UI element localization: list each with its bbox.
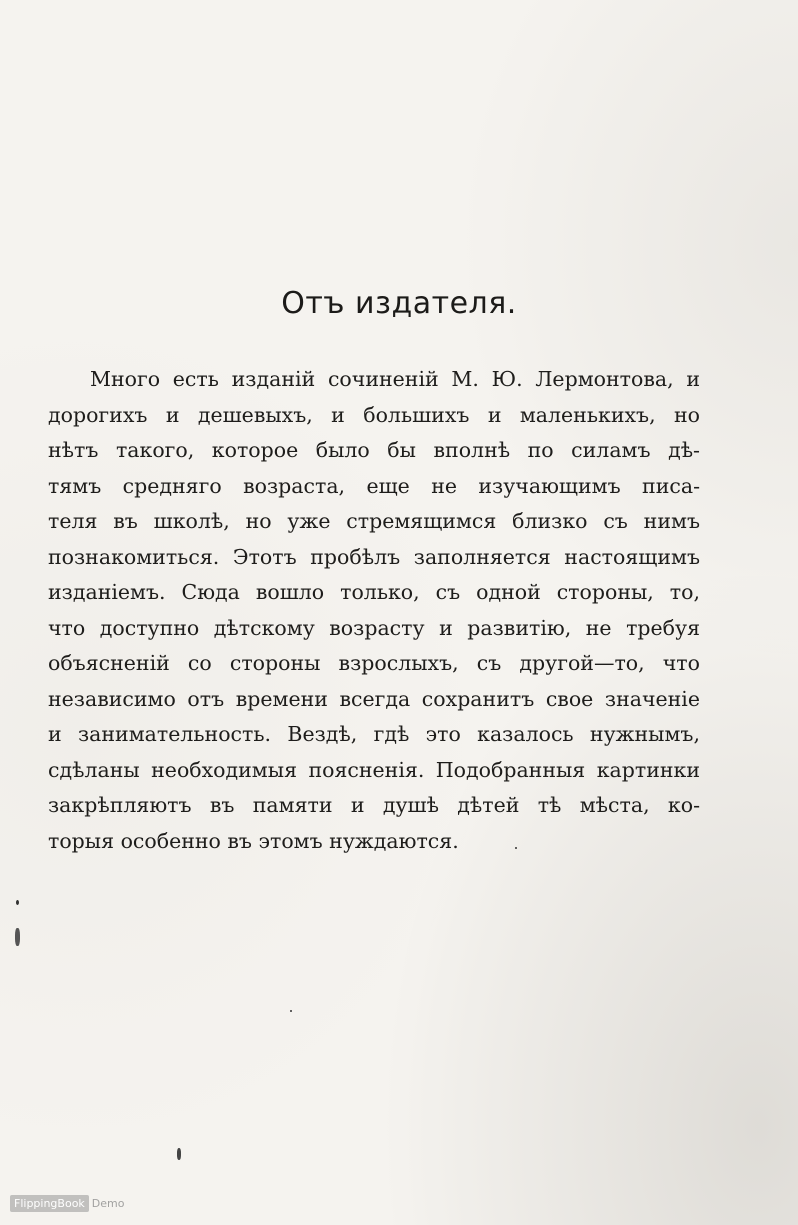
preface-paragraph [48,362,700,859]
text-line: закрѣпляютъ въ памяти и душѣ дѣтей тѣ мѣста, ко- [48,793,700,817]
scan-speck [16,900,19,905]
watermark-brand: FlippingBook [10,1195,89,1212]
page-title: Отъ издателя. [281,286,517,321]
flippingbook-watermark [10,1193,124,1213]
text-line: тямъ средняго возраста, еще не изучающимъ писа- [48,473,700,498]
scan-speck [15,928,20,946]
text-line: дорогихъ и дешевыхъ, и большихъ и маленькихъ, но [48,402,700,427]
text-line: что доступно дѣтскому возрасту и развитію, не требуя [48,615,700,640]
text-line: и занимательность. Вездѣ, гдѣ это казалось нужнымъ, [48,722,700,746]
text-line: независимо отъ времени всегда сохранитъ свое значеніе [48,686,700,711]
text-line: торыя особенно въ этомъ нуждаются. [48,828,459,853]
text-line: Много есть изданій сочиненій М. Ю. Лермонтова, и [90,367,700,391]
scan-speck [290,1010,292,1012]
text-line: объясненій со стороны взрослыхъ, съ другой—то, что [48,651,700,675]
text-line: теля въ школѣ, но уже стремящимся близко съ нимъ [48,509,700,533]
watermark-demo-label: Demo [91,1196,125,1210]
scan-speck [515,847,517,849]
text-line: изданіемъ. Сюда вошло только, съ одной стороны, то, [48,580,700,604]
text-line: нѣтъ такого, которое было бы вполнѣ по силамъ дѣ- [48,438,700,462]
text-line: познакомиться. Этотъ пробѣлъ заполняется настоящимъ [48,544,700,569]
text-line: сдѣланы необходимыя поясненія. Подобранныя картинки [48,757,700,782]
scan-speck [177,1148,181,1160]
